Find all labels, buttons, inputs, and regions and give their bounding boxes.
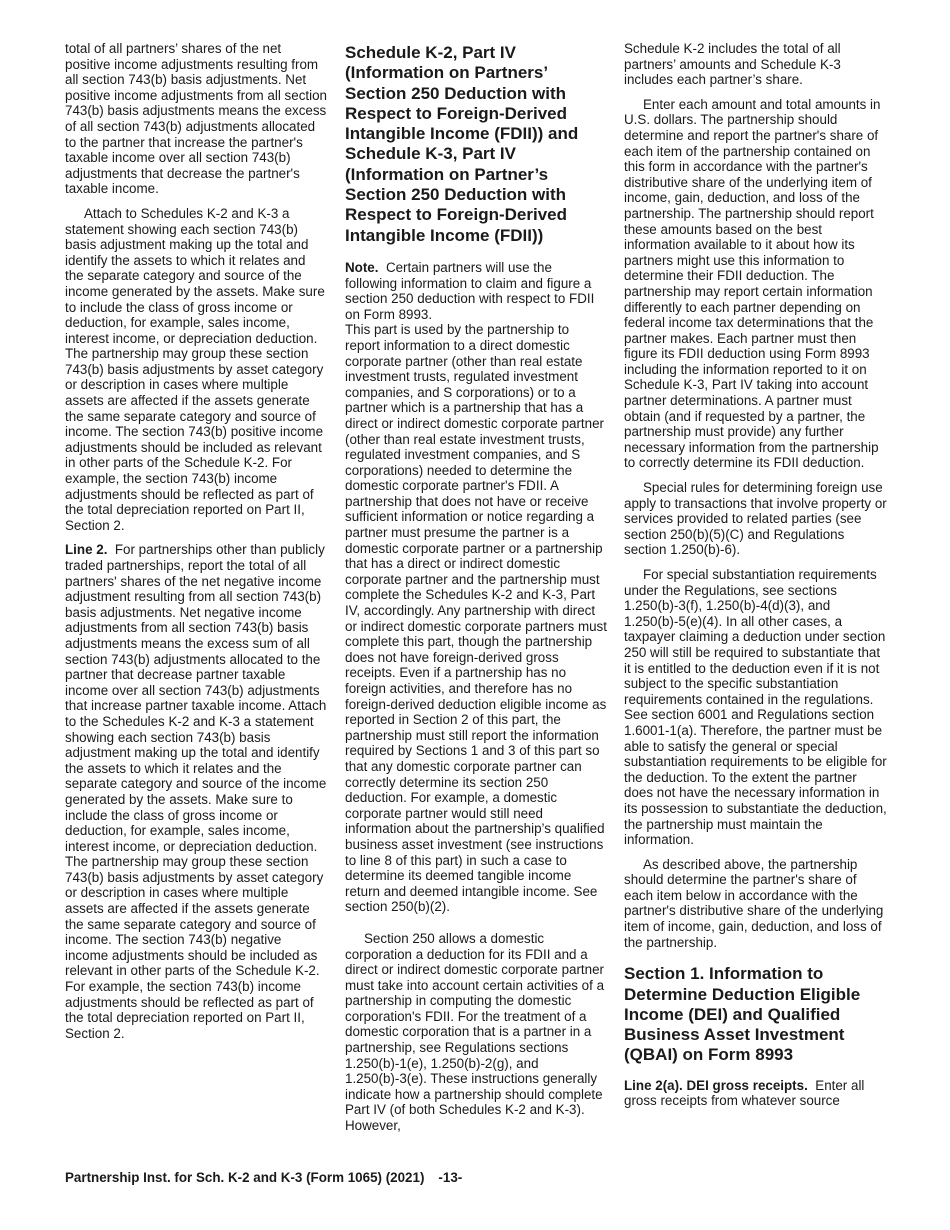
paragraph: total of all partners’ shares of the net positive income adjustments resulting from all section 743(b) basis adjustments. Net positive income adjustments from all section 743(b) basis adjustments means the excess of all section 743(b) adjustments allocated to the partner that increase the partner's taxable income over all section 743(b) adjustments that decrease the partner's taxable income.: [65, 41, 327, 197]
page-footer: [65, 1170, 462, 1185]
note-paragraph: [345, 260, 607, 322]
footer-title: Partnership Inst. for Sch. K-2 and K-3 (Form 1065) (2021): [65, 1170, 425, 1185]
column-right: [624, 41, 888, 1118]
line-2-label: Line 2.: [65, 542, 108, 558]
line-2a-paragraph: [624, 1078, 888, 1109]
paragraph: Enter each amount and total amounts in U.S. dollars. The partnership should determine and report the partner's share of each item of the partnership contained on this form in accordance with the partner's distributive share of the underlying item of income, gain, deduction, and loss of the partnership. The partnership should report these amounts based on the best information available to it about how its partners might use this information to determine their FDII deduction. The partnership may report certain information differently to each partner depending on federal income tax determinations that the partner makes. Each partner must then figure its FDII deduction using Form 8993 including the information reported to it on Schedule K-3, Part IV taking into account partner determinations. A partner must obtain (and if requested by a partner, the partnership must provide) any further necessary information from the partnership to correctly determine its FDII deduction.: [624, 96, 881, 471]
part-iv-heading: Schedule K-2, Part IV (Information on Partners’ Section 250 Deduction with Respect to Foreign-Derived Intangible Income (FDII)) and Schedule K-3, Part IV (Information on Partner’s Section 250 Deduction with Respect to Foreign-Derived Intangible Income (FDII)): [345, 43, 579, 245]
section-1-heading: Section 1. Information to Determine Deduction Eligible Income (DEI) and Qualified Business Asset Investment (QBAI) on Form 8993: [624, 964, 861, 1065]
line-2a-text: Enter all gross receipts from whatever source: [624, 1077, 865, 1109]
paragraph: Schedule K-2 includes the total of all partners’ amounts and Schedule K-3 includes each partner’s share.: [624, 41, 841, 88]
paragraph: Special rules for determining foreign use apply to transactions that involve property or services provided to related parties (see section 250(b)(5)(C) and Regulations section 1.250(b)-6).: [624, 480, 887, 558]
note-text: Certain partners will use the following information to claim and figure a section 250 deduction with respect to FDII on Form 8993.: [345, 259, 595, 322]
paragraph: Attach to Schedules K-2 and K-3 a statement showing each section 743(b) basis adjustment making up the total and identify the assets to which it relates and the separate category and source of the income generated by the assets. Make sure to include the class of gross income or deduction, for example, sales income, interest income, or depreciation deduction. The partnership may group these section 743(b) basis adjustments by asset category or description in cases where multiple assets are affected if the assets generate the same separate category and source of income. The section 743(b) positive income adjustments should be included as relevant in other parts of the Schedule K-2. For example, the section 743(b) income adjustments should be reflected as part of the total depreciation reported on Part II, Section 2.: [65, 205, 325, 533]
line-2a-label: Line 2(a). DEI gross receipts.: [624, 1077, 808, 1093]
line-2-paragraph: [65, 542, 327, 1041]
paragraph: As described above, the partnership should determine the partner's share of each item below in accordance with the partner's distributive share of the underlying item of income, gain, deduction, and loss of the partnership.: [624, 856, 884, 950]
column-left: [65, 41, 327, 1050]
column-middle: [345, 41, 607, 1143]
line-2-text: For partnerships other than publicly traded partnerships, report the total of all partners' shares of the net negative income adjustment resulting from all section 743(b) basis adjustments. Net negative income adjustments from all section 743(b) basis adjustments means the excess sum of all section 743(b) adjustments allocated to the partner that decrease partner taxable income over all section 743(b) adjustments that increase partner taxable income. Attach to the Schedules K-2 and K-3 a statement showing each section 743(b) basis adjustment making up the total and identify the assets to which it relates and the separate category and source of the income generated by the assets. Make sure to include the class of gross income or deduction, for example, sales income, interest income, or depreciation deduction. The partnership may group these section 743(b) basis adjustments by asset category or description in cases where multiple assets are affected if the assets generate the same separate category and source of income. The section 743(b) negative income adjustments should be included as relevant in other parts of the Schedule K-2. For example, the section 743(b) income adjustments should be reflected as part of the total depreciation reported on Part II, Section 2.: [65, 542, 327, 1041]
paragraph: This part is used by the partnership to report information to a direct domestic corporate partner (other than real estate investment trusts, regulated investment companies, and S corporations) or to a partner which is a partnership that has a direct or indirect domestic corporate partner (other than real estate investment trusts, regulated investment companies, and S corporations) needed to determine the domestic corporate partner's FDII. A partnership that does not have or receive sufficient information or notice regarding a partner must presume the partner is a domestic corporate partner or a partnership that has a direct or indirect domestic corporate partner and the partnership must complete the Schedules K-2 and K-3, Part IV, accordingly. Any partnership with direct or indirect domestic corporate partners must complete this part, though the partnership does not have foreign-derived gross receipts. Even if a partnership has no foreign activities, and therefore has no foreign-derived deduction eligible income as reported in Section 2 of this part, the partnership must still report the information required by Sections 1 and 3 of this part so that any domestic corporate partner can correctly determine its section 250 deduction. For example, a domestic corporate partner would still need information about the partnership’s qualified business asset investment (see instructions to line 8 of this part) in such a case to determine its deemed tangible income return and deemed intangible income. See section 250(b)(2).: [345, 322, 607, 915]
paragraph: Section 250 allows a domestic corporation a deduction for its FDII and a direct or indirect domestic corporate partner must take into account certain activities of a partnership in computing the domestic corporation's FDII. For the treatment of a domestic corporation that is a partner in a partnership, see Regulations sections 1.250(b)-1(e), 1.250(b)-2(g), and 1.250(b)-3(e). These instructions generally indicate how a partnership should complete Part IV (of both Schedules K-2 and K-3). However,: [345, 930, 605, 1134]
note-label: Note.: [345, 259, 379, 275]
paragraph: For special substantiation requirements under the Regulations, see sections 1.250(b)-3(f), 1.250(b)-4(d)(3), and 1.250(b)-5(e)(4). In all other cases, a taxpayer claiming a deduction under section 250 will still be required to substantiate that it is entitled to the deduction even if it is not subject to the specific substantiation requirements contained in the regulations. See section 6001 and Regulations section 1.6001-1(a). Therefore, the partner must be able to satisfy the general or special substantiation requirements to be eligible for the deduction. To the extent the partner does not have the necessary information in its possession to substantiate the deduction, the partnership must maintain the information.: [624, 567, 887, 848]
page-number: -13-: [438, 1170, 463, 1185]
